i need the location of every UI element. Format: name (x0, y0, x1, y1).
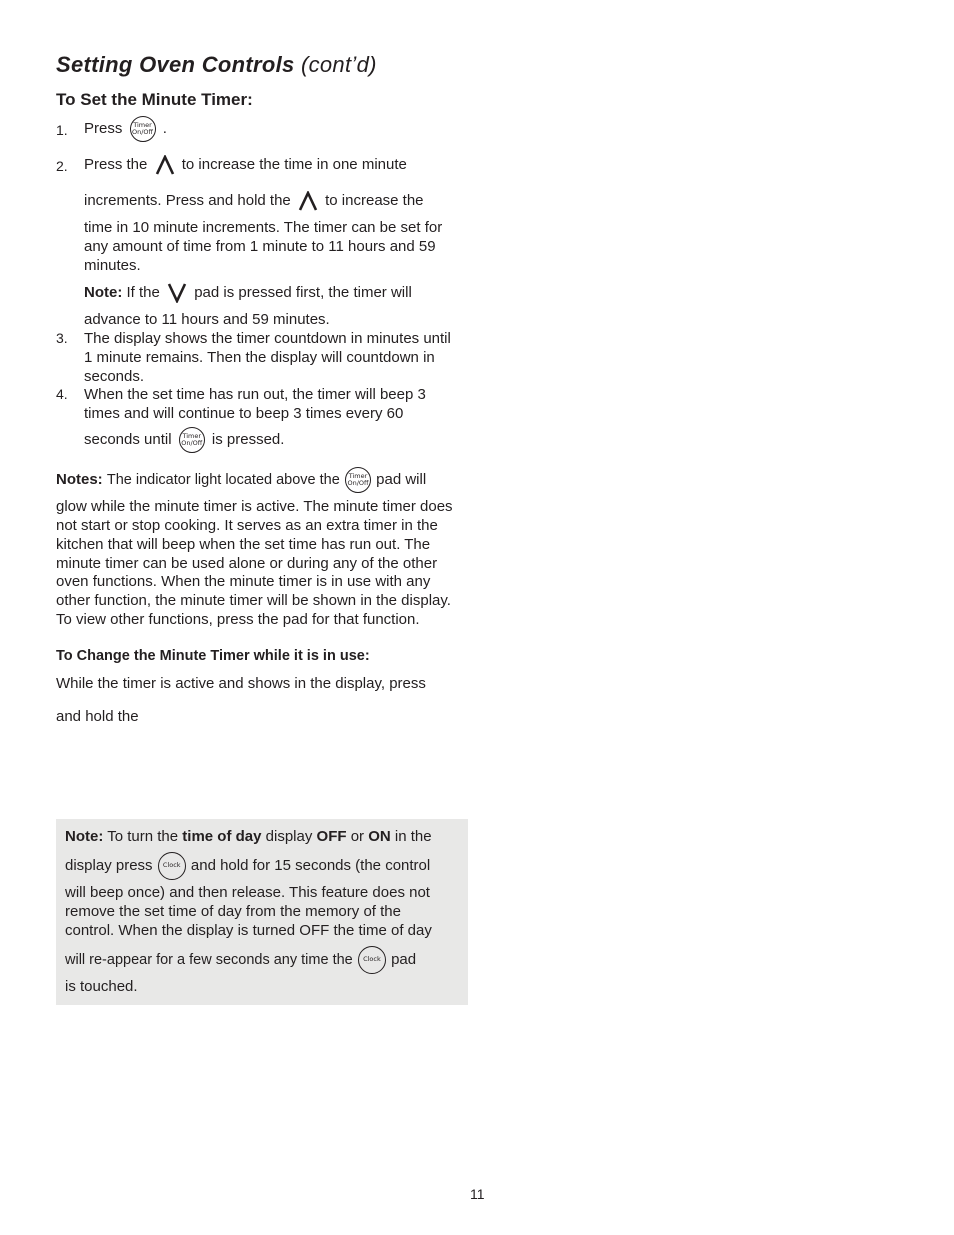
shaded-note-line-2: display press Clock and hold for 15 seconds (the control (65, 852, 430, 880)
shaded-note-line-7: is touched. (65, 978, 138, 995)
shaded-note-line-3: will beep once) and then release. This feature does not (65, 884, 430, 901)
step-4-line-1: When the set time has run out, the timer will beep 3 (84, 386, 426, 403)
shaded-note-line-5: control. When the display is turned OFF the time of day (65, 922, 432, 939)
step-1-text: Press (84, 119, 123, 137)
step-number: 1. (56, 122, 68, 138)
step-2-note-line-2: advance to 11 hours and 59 minutes. (84, 311, 330, 328)
page-title (56, 52, 377, 78)
page-number: 11 (470, 1186, 485, 1202)
timer-on-off-pad-icon: Timer On/Off (130, 116, 156, 142)
notes-line-2: glow while the minute timer is active. The minute timer does (56, 498, 453, 515)
step-3-line-2: 1 minute remains. Then the display will countdown in (84, 349, 435, 366)
shaded-note-line-4: remove the set time of day from the memory of the (65, 903, 401, 920)
step-number: 4. (56, 386, 68, 402)
step-2-line-2: increments. Press and hold the to increase the (84, 191, 424, 211)
timer-on-off-pad-icon: Timer On/Off (179, 427, 205, 453)
notes-line-1: Notes: The indicator light located above the Timer On/Off pad will (56, 467, 426, 493)
section-heading-change-timer: To Change the Minute Timer while it is in use: (56, 648, 370, 664)
title-suffix: (cont’d) (300, 52, 377, 77)
change-timer-line-2: and hold the (56, 708, 139, 725)
step-number: 2. (56, 158, 68, 174)
step-2-note: Note: If the pad is pressed first, the timer will (84, 283, 412, 303)
step-3-line-1: The display shows the timer countdown in minutes until (84, 330, 451, 347)
notes-line-4: kitchen that will beep when the set time has run out. The (56, 536, 431, 553)
step-4-line-2: times and will continue to beep 3 times every 60 (84, 405, 404, 422)
clock-pad-icon: Clock (158, 852, 186, 880)
up-arrow-icon (155, 155, 175, 175)
shaded-note-line-6: will re-appear for a few seconds any time the Clock pad (65, 946, 416, 974)
title-main: Setting Oven Controls (56, 52, 295, 77)
clock-pad-icon: Clock (358, 946, 386, 974)
timer-on-off-pad-icon: Timer On/Off (345, 467, 371, 493)
notes-line-8: To view other functions, press the pad for that function. (56, 611, 420, 628)
notes-line-3: not start or stop cooking. It serves as an extra timer in the (56, 517, 438, 534)
step-2-line-1: Press the to increase the time in one minute (84, 155, 407, 175)
section-heading-set-timer: To Set the Minute Timer: (56, 90, 253, 109)
step-2-line-4: any amount of time from 1 minute to 11 hours and 59 (84, 238, 436, 255)
step-number: 3. (56, 330, 68, 346)
change-timer-line-1: While the timer is active and shows in the display, press (56, 675, 426, 692)
step-2-line-5: minutes. (84, 257, 141, 274)
step-3-line-3: seconds. (84, 368, 145, 385)
step-1-text-end: . (162, 119, 167, 137)
step-2-line-3: time in 10 minute increments. The timer can be set for (84, 219, 443, 236)
shaded-note-line-1: Note: To turn the time of day display OFF or ON in the (65, 828, 432, 845)
notes-line-6: oven functions. When the minute timer is in use with any (56, 573, 431, 590)
notes-line-7: other function, the minute timer will be shown in the display. (56, 592, 451, 609)
up-arrow-icon (298, 191, 318, 211)
notes-line-5: minute timer can be used alone or during any of the other (56, 555, 438, 572)
step-1 (84, 116, 167, 142)
step-4-line-3: seconds until Timer On/Off is pressed. (84, 427, 284, 453)
down-arrow-icon (167, 283, 187, 303)
